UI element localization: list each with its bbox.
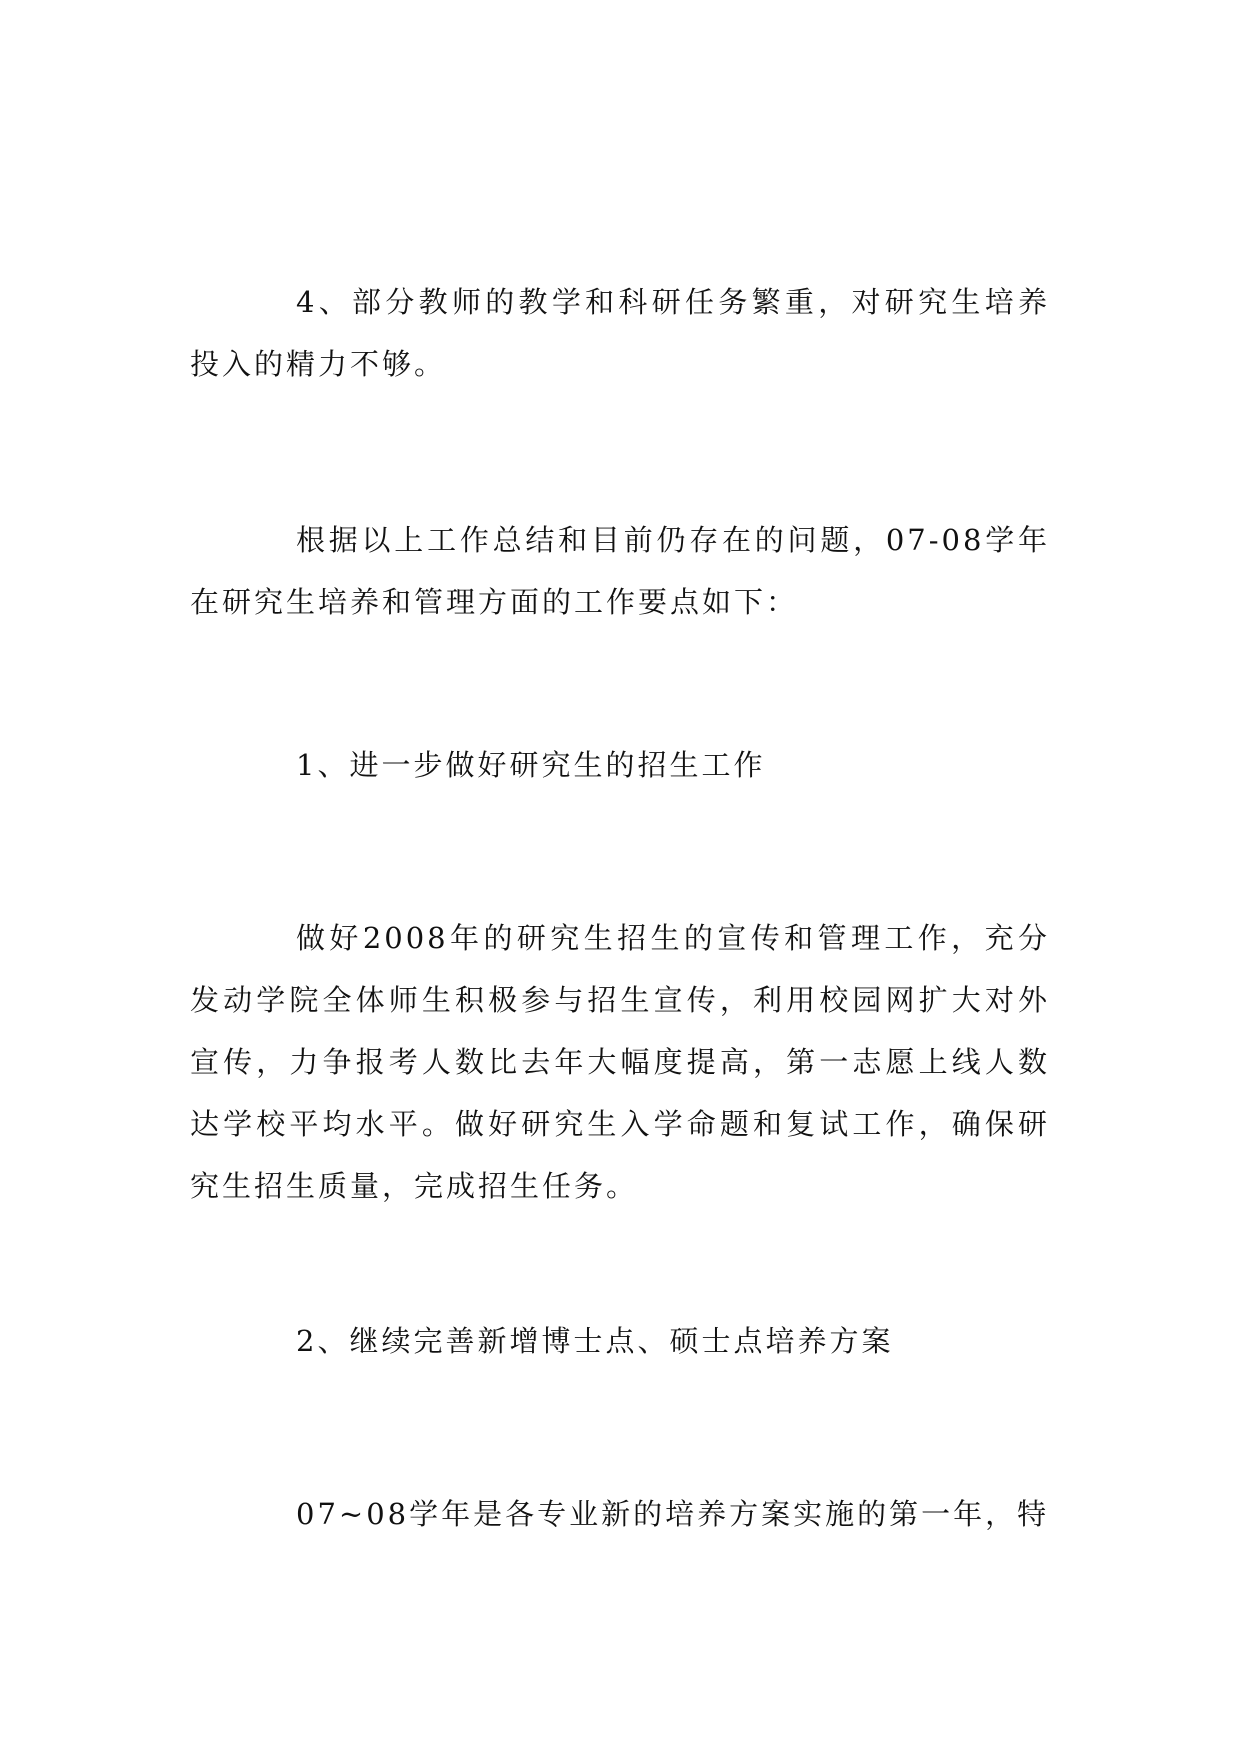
section-heading-training-plans: 2、继续完善新增博士点、硕士点培养方案 xyxy=(296,1324,894,1358)
paragraph-work-points-intro: 根据以上工作总结和目前仍存在的问题，07-08学年在研究生培养和管理方面的工作要点如下： xyxy=(190,523,1050,619)
paragraph-teacher-workload: 4、部分教师的教学和科研任务繁重，对研究生培养投入的精力不够。 xyxy=(190,285,1050,381)
paragraph-enrollment-details: 做好2008年的研究生招生的宣传和管理工作，充分发动学院全体师生积极参与招生宣传，利用校园网扩大对外宣传，力争报考人数比去年大幅度提高，第一志愿上线人数达学校平均水平。做好研究生入学命题和复试工作，确保研究生招生质量，完成招生任务。 xyxy=(190,921,1050,1203)
paragraph-training-plan-year: 07~08学年是各专业新的培养方案实施的第一年，特 xyxy=(296,1497,1050,1531)
section-heading-enrollment: 1、进一步做好研究生的招生工作 xyxy=(296,748,766,782)
